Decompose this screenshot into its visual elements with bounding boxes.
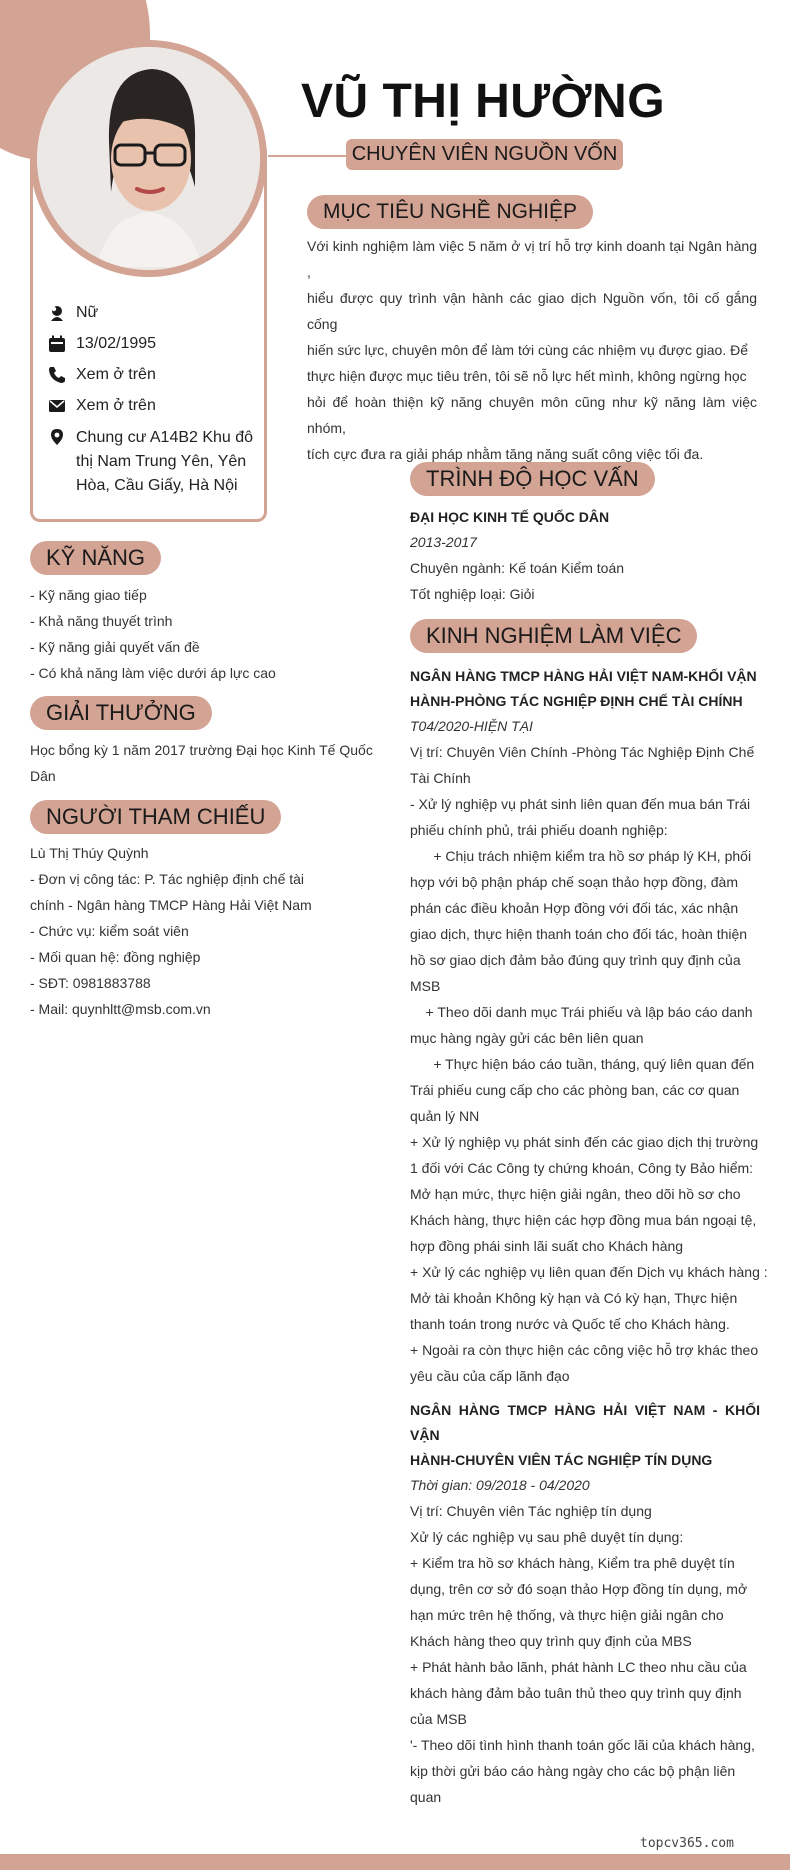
contact-address [48, 426, 263, 498]
gender-icon [48, 302, 76, 324]
list-item: - Kỹ năng giao tiếp [30, 587, 147, 603]
education-heading: TRÌNH ĐỘ HỌC VẤN [410, 462, 655, 496]
gender-value: Nữ [76, 304, 99, 321]
education-section [410, 505, 760, 607]
phone-icon [48, 364, 76, 386]
job-line: Vị trí: Chuyên viên Tác nghiệp tín dụng [410, 1503, 652, 1519]
email-value: Xem ở trên [76, 397, 156, 414]
job-line: phiếu chính phủ, trái phiếu doanh nghiệp: [410, 822, 668, 838]
email-icon [48, 395, 76, 417]
awards-heading: GIẢI THƯỞNG [30, 696, 212, 730]
skills-list [30, 582, 276, 686]
company-name: NGÂN HÀNG TMCP HÀNG HẢI VIỆT NAM-KHỐI VẬN [410, 668, 757, 684]
avatar-image [37, 47, 260, 270]
objective-text: Với kinh nghiệm làm việc 5 năm ở vị trí hỗ trợ kinh doanh tại Ngân hàng , hiểu được quy trình vận hành các giao dịch Nguồn vốn, tôi cố gắng cống hiến sức lực, chuyên môn để làm tới cùng các nhiệm vụ được giao. Để thực hiện được mục tiêu trên, tôi sẽ nỗ lực hết mình, không ngừng học hỏi để hoàn thiện kỹ năng chuyên môn cũng như kỹ năng làm việc nhóm, tích cực đưa ra giải pháp nhằm tăng năng suất công việc tối đa. [307, 238, 757, 462]
job-line: hồ sơ giao dịch đảm bảo đúng quy trình quy định của [410, 952, 741, 968]
calendar-icon [48, 333, 76, 355]
job-line: khách hàng đảm bảo tuân thủ theo quy trình quy định [410, 1685, 742, 1701]
contact-gender [48, 302, 263, 324]
job-line: Khách hàng, thực hiện các hợp đồng mua bán ngoại tệ, [410, 1212, 757, 1228]
job-line: quan [410, 1789, 442, 1805]
education-period: 2013-2017 [410, 534, 477, 550]
contact-list [48, 302, 263, 507]
job-line: Tài Chính [410, 770, 471, 786]
company-name: NGÂN HÀNG TMCP HÀNG HẢI VIỆT NAM - KHỐI VẬN [410, 1402, 760, 1443]
job-line: Vị trí: Chuyên Viên Chính -Phòng Tác Nghiệp Định Chế [410, 744, 755, 760]
job-line: hạn mức trên hệ thống, và thực hiện giải ngân cho [410, 1607, 724, 1623]
job-line: Mở hạn mức, thực hiện giải ngân, theo dõi hồ sơ cho [410, 1186, 741, 1202]
company-name: HÀNH-CHUYÊN VIÊN TÁC NGHIỆP TÍN DỤNG [410, 1452, 713, 1468]
job-line: Khách hàng theo quy trình quy định của MBS [410, 1633, 692, 1649]
watermark: topcv365.com [640, 1836, 734, 1851]
list-item: - Kỹ năng giải quyết vấn đề [30, 639, 200, 655]
job-line: Mở tài khoản Không kỳ hạn và Có kỳ hạn, Thực hiện [410, 1290, 738, 1306]
job-line: quản lý NN [410, 1108, 480, 1124]
job-line: mục hàng ngày gửi các bên liên quan [410, 1030, 644, 1046]
list-item: - Khả năng thuyết trình [30, 613, 173, 629]
job-line: + Xử lý nghiệp vụ phát sinh đến các giao dịch thị trường [410, 1134, 759, 1150]
birthday-value: 13/02/1995 [76, 335, 157, 352]
address-value: Chung cư A14B2 Khu đô thị Nam Trung Yên, Yên Hòa, Cầu Giấy, Hà Nội [76, 429, 254, 494]
job-description [410, 1498, 760, 1810]
job-line: + Thực hiện báo cáo tuần, tháng, quý liên quan đến [410, 1056, 755, 1072]
contact-phone [48, 364, 263, 386]
job-line: Xử lý các nghiệp vụ sau phê duyệt tín dụng: [410, 1529, 684, 1545]
experience-job-1 [410, 664, 768, 1389]
awards-text: Học bổng kỳ 1 năm 2017 trường Đại học Kinh Tế Quốc Dân [30, 742, 373, 784]
experience-job-2 [410, 1398, 760, 1810]
job-line: + Kiểm tra hồ sơ khách hàng, Kiểm tra phê duyệt tín [410, 1555, 735, 1571]
job-line: + Phát hành bảo lãnh, phát hành LC theo nhu cầu của [410, 1659, 747, 1675]
job-line: hợp đồng phái sinh lãi suất cho Khách hàng [410, 1238, 684, 1254]
company-name: HÀNH-PHÒNG TÁC NGHIỆP ĐỊNH CHẾ TÀI CHÍNH [410, 693, 743, 709]
job-line: MSB [410, 978, 441, 994]
job-line: + Ngoài ra còn thực hiện các công việc hỗ trợ khác theo [410, 1342, 759, 1358]
job-line: 1 đối với Các Công ty chứng khoán, Công ty Bảo hiểm: [410, 1160, 754, 1176]
location-icon [48, 426, 76, 448]
job-line: thanh toán trong nước và Quốc tế cho Khách hàng. [410, 1316, 730, 1332]
job-line: hợp với bộ phận pháp chế soạn thảo hợp đồng, đàm [410, 874, 739, 890]
job-line: + Theo dõi danh mục Trái phiếu và lập báo cáo danh [410, 1004, 753, 1020]
job-line: phán các điều khoản Hợp đồng với đối tác, xác nhận [410, 900, 739, 916]
job-title-badge: CHUYÊN VIÊN NGUỒN VỐN [346, 139, 623, 170]
school-name: ĐẠI HỌC KINH TẾ QUỐC DÂN [410, 509, 610, 525]
footer-bar [0, 1854, 790, 1870]
references-list: Lù Thị Thúy Quỳnh - Đơn vị công tác: P. Tác nghiệp định chế tài chính - Ngân hàng TMCP Hàng Hải Việt Nam - Chức vụ: kiểm soát viên - Mối quan hệ: đồng nghiệp - SĐT: 0981883788 - Mail: quynhltt@msb.com.vn [30, 845, 312, 1017]
avatar [37, 47, 260, 270]
job-period: Thời gian: 09/2018 - 04/2020 [410, 1477, 590, 1493]
job-description [410, 739, 768, 1389]
objective-heading: MỤC TIÊU NGHỀ NGHIỆP [307, 195, 593, 229]
experience-heading: KINH NGHIỆM LÀM VIỆC [410, 619, 697, 653]
job-line: của MSB [410, 1711, 467, 1727]
job-line: '- Theo dõi tình hình thanh toán gốc lãi của khách hàng, [410, 1737, 755, 1753]
education-grade: Tốt nghiệp loại: Giỏi [410, 586, 535, 602]
contact-email [48, 395, 263, 417]
contact-birthday [48, 333, 263, 355]
phone-value: Xem ở trên [76, 366, 156, 383]
list-item: - Có khả năng làm việc dưới áp lực cao [30, 665, 276, 681]
job-line: + Xử lý các nghiệp vụ liên quan đến Dịch vụ khách hàng : [410, 1264, 768, 1280]
job-line: yêu cầu của cấp lãnh đạo [410, 1368, 570, 1384]
job-line: Trái phiếu cung cấp cho các phòng ban, các cơ quan [410, 1082, 740, 1098]
skills-heading: KỸ NĂNG [30, 541, 161, 575]
job-line: giao dịch, thực hiện thanh toán cho đối tác, hoàn thiện [410, 926, 748, 942]
job-line: kịp thời gửi báo cáo hàng ngày cho các bộ phận liên [410, 1763, 736, 1779]
person-name: VŨ THỊ HƯỜNG [300, 75, 666, 128]
job-line: dụng, trên cơ sở đó soạn thảo Hợp đồng tín dụng, mở [410, 1581, 748, 1597]
job-period: T04/2020-HIỆN TẠI [410, 718, 533, 734]
references-heading: NGƯỜI THAM CHIẾU [30, 800, 281, 834]
job-line: - Xử lý nghiệp vụ phát sinh liên quan đến mua bán Trái [410, 796, 751, 812]
education-major: Chuyên ngành: Kế toán Kiểm toán [410, 560, 625, 576]
job-line: + Chịu trách nhiệm kiểm tra hồ sơ pháp lý KH, phối [410, 848, 752, 864]
name-divider [268, 155, 348, 157]
